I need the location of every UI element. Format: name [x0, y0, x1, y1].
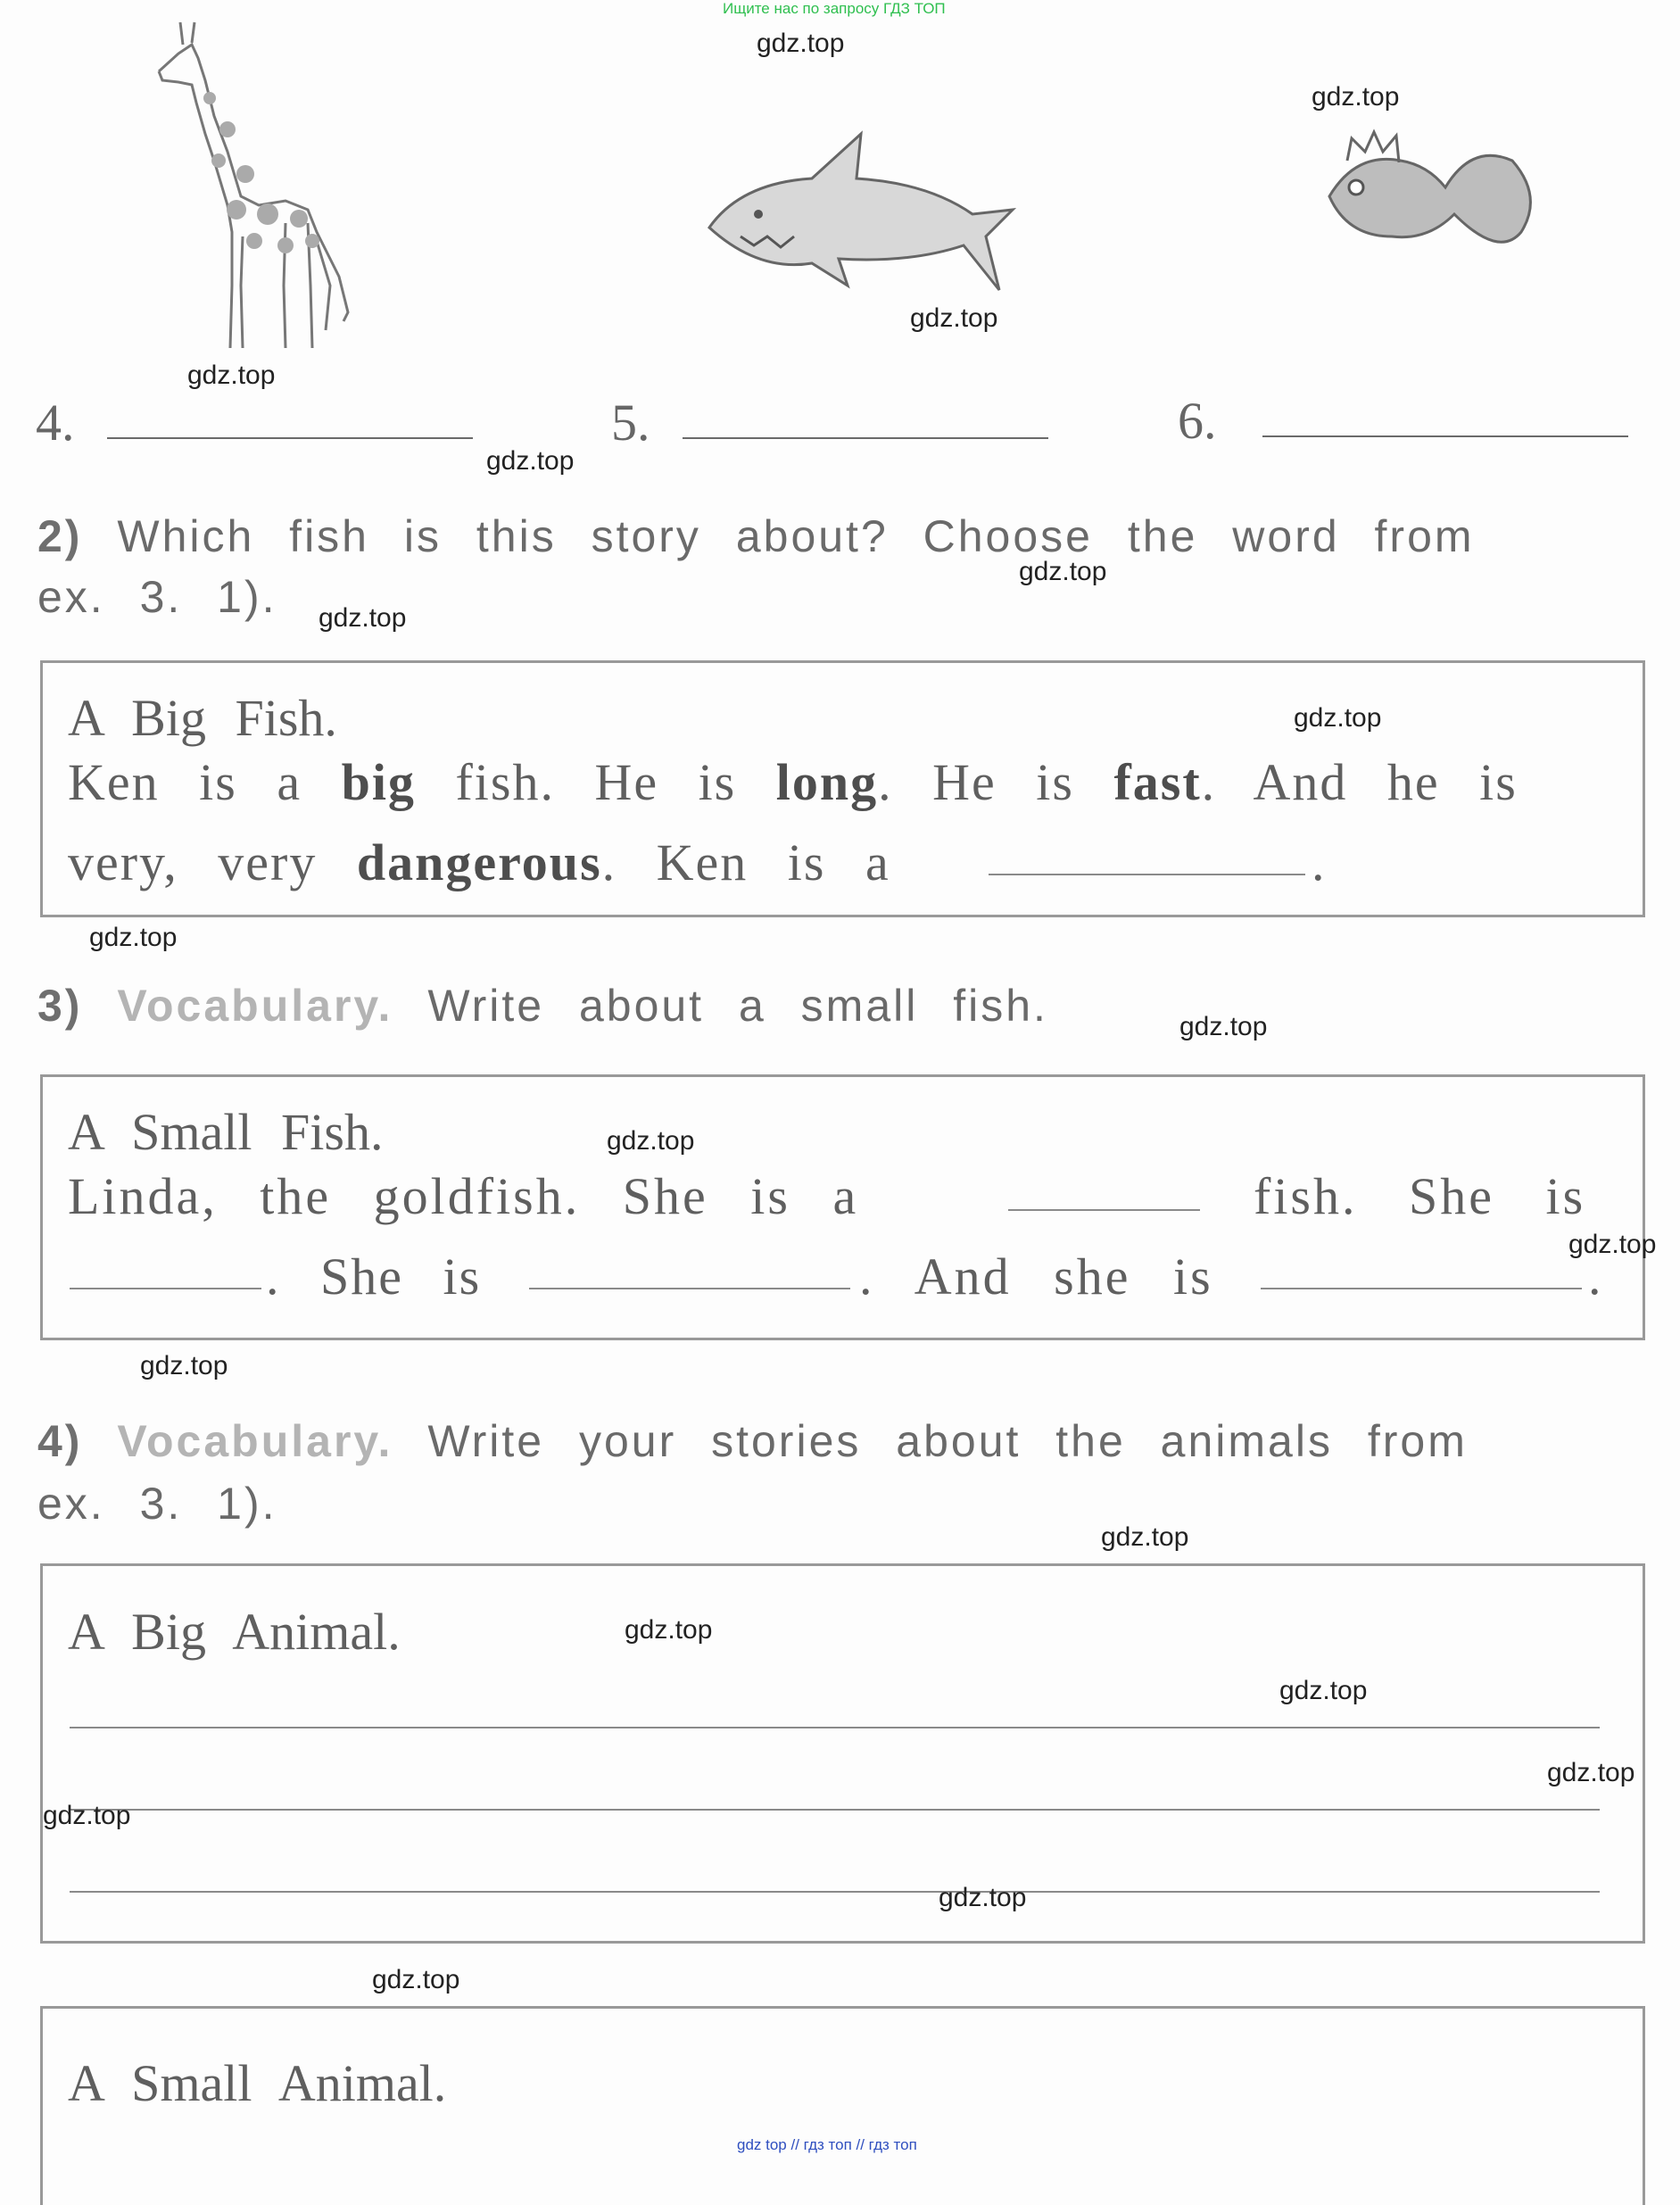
small-fish-line-2b: . And she is — [859, 1248, 1213, 1306]
big-fish-box — [40, 660, 1645, 917]
task-2-prompt-cont: ex. 3. 1). — [37, 572, 277, 622]
small-fish-title: A Small Fish. — [68, 1103, 384, 1161]
big-fish-answer-line[interactable] — [989, 874, 1305, 875]
goldfish-illustration — [1320, 125, 1543, 277]
watermark[interactable]: gdz.top — [43, 1801, 131, 1830]
watermark[interactable]: gdz.top — [1568, 1230, 1657, 1259]
watermark[interactable]: gdz.top — [89, 923, 178, 952]
watermark[interactable]: gdz.top — [486, 446, 575, 476]
small-fish-answer-2[interactable] — [70, 1288, 261, 1289]
watermark[interactable]: gdz.top — [372, 1965, 460, 1994]
task-4-prompt — [37, 1415, 1468, 1467]
big-animal-line-1[interactable] — [70, 1727, 1600, 1728]
small-fish-answer-4[interactable] — [1261, 1288, 1582, 1289]
small-animal-title: A Small Animal. — [68, 2054, 447, 2112]
small-fish-answer-3[interactable] — [529, 1288, 850, 1289]
answer-line-4[interactable] — [107, 437, 473, 439]
big-fish-title: A Big Fish. — [68, 689, 337, 747]
shark-illustration — [705, 129, 1017, 299]
big-animal-line-2[interactable] — [70, 1809, 1600, 1811]
small-fish-period: . — [1588, 1248, 1601, 1306]
big-animal-line-3[interactable] — [70, 1891, 1600, 1893]
watermark[interactable]: gdz.top — [1101, 1522, 1189, 1552]
small-fish-line-1a: Linda, the goldfish. She is a — [68, 1167, 859, 1225]
task-3-prompt — [37, 980, 1048, 1032]
watermark[interactable]: gdz.top — [625, 1615, 713, 1645]
answer-line-5[interactable] — [683, 437, 1048, 439]
big-fish-line-2: very, very dangerous. Ken is a — [68, 833, 890, 891]
watermark[interactable]: gdz.top — [319, 603, 407, 633]
picture-number-6: 6. — [1178, 392, 1217, 450]
watermark[interactable]: gdz.top — [187, 361, 276, 390]
task-4-text: Write your stories about the animals from — [427, 1416, 1468, 1466]
task-4-number: 4) — [37, 1416, 83, 1466]
task-4-prompt-cont: ex. 3. 1). — [37, 1479, 277, 1529]
small-fish-line-2a: . She is — [266, 1248, 482, 1306]
watermark[interactable]: gdz.top — [1294, 703, 1382, 733]
small-animal-box — [40, 2006, 1645, 2205]
watermark[interactable]: gdz.top — [757, 29, 845, 58]
task-2-number: 2) — [37, 511, 83, 561]
task-2-prompt — [37, 510, 1475, 562]
watermark[interactable]: gdz.top — [910, 303, 998, 333]
picture-number-5: 5. — [611, 394, 650, 452]
watermark[interactable]: gdz.top — [1279, 1676, 1368, 1705]
giraffe-illustration — [143, 18, 384, 357]
small-fish-box — [40, 1074, 1645, 1340]
big-animal-title: A Big Animal. — [68, 1603, 401, 1661]
watermark[interactable]: gdz.top — [140, 1351, 228, 1380]
answer-line-6[interactable] — [1262, 435, 1628, 437]
big-fish-line-1: Ken is a big fish. He is long. He is fast. And he is — [68, 753, 1518, 811]
task-4-vocabulary-label: Vocabulary. — [117, 1416, 393, 1466]
watermark[interactable]: gdz.top — [1179, 1012, 1268, 1041]
top-watermark[interactable]: Ищите нас по запросу ГДЗ ТОП — [723, 0, 946, 17]
task-3-number: 3) — [37, 981, 83, 1031]
footer-watermark[interactable]: gdz top // гдз топ // гдз топ — [737, 2136, 917, 2153]
small-fish-line-1b: fish. She is — [1254, 1167, 1586, 1225]
small-fish-answer-1[interactable] — [1008, 1209, 1200, 1211]
task-2-text: Which fish is this story about? Choose the word from — [117, 511, 1475, 561]
watermark[interactable]: gdz.top — [1312, 82, 1400, 112]
task-3-text: Write about a small fish. — [427, 981, 1048, 1031]
watermark[interactable]: gdz.top — [1547, 1758, 1635, 1787]
watermark[interactable]: gdz.top — [939, 1883, 1027, 1912]
picture-number-4: 4. — [36, 394, 75, 452]
watermark[interactable]: gdz.top — [607, 1126, 695, 1156]
watermark[interactable]: gdz.top — [1019, 557, 1107, 586]
big-animal-box — [40, 1563, 1645, 1944]
task-3-vocabulary-label: Vocabulary. — [117, 981, 393, 1031]
big-fish-period: . — [1312, 833, 1325, 891]
